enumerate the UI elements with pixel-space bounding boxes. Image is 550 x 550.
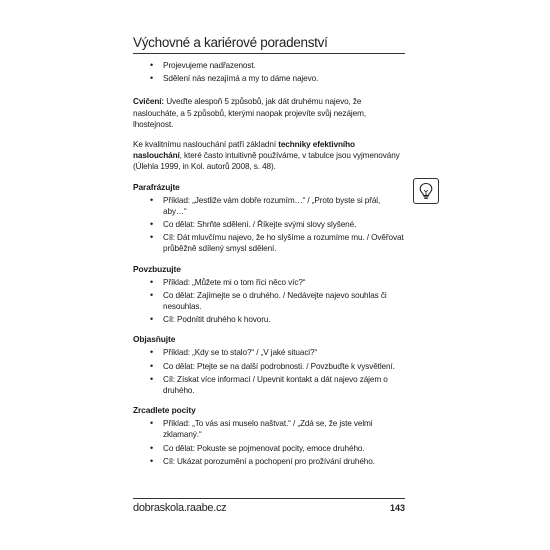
exercise-label: Cvičení: <box>133 97 165 107</box>
section-zrcadlete-pocity <box>133 405 405 467</box>
list-item: • Projevujeme nadřazenost. <box>133 60 405 71</box>
running-header: Výchovné a kariérové poradenství <box>133 35 328 50</box>
section-povzbuzujte <box>133 264 405 326</box>
list-item: • Co dělat: Shrňte sdělení. / Říkejte svými slovy slyšené. <box>133 219 405 230</box>
list-item: • Cíl: Získat více informací / Upevnit kontakt a dát najevo zájem o druhého. <box>133 374 405 396</box>
lightbulb-icon <box>413 178 439 204</box>
exercise-paragraph <box>133 96 405 130</box>
page-content <box>133 58 405 469</box>
section-bullet-list <box>133 347 405 396</box>
list-item: • Příklad: „Jestliže vám dobře rozumím…“ / „Proto byste si přál, aby…“ <box>133 195 405 217</box>
section-title: Parafrázujte <box>133 181 180 192</box>
header-rule <box>133 53 405 54</box>
footer-site-link[interactable]: dobraskola.raabe.cz <box>133 502 227 514</box>
list-item: • Příklad: „Můžete mi o tom říci něco víc?“ <box>133 277 405 288</box>
technique-text-after: , které často intuitivně používáme, v tabulce jsou vyjmenovány (Úlehla 1999, in Kol. autorů 2008, s. 48). <box>133 151 400 172</box>
list-item: • Sdělení nás nezajímá a my to dáme najevo. <box>133 73 405 84</box>
section-bullet-list <box>133 418 405 467</box>
list-item: • Cíl: Podnítit druhého k hovoru. <box>133 314 405 325</box>
footer-rule <box>133 498 405 499</box>
intro-bullet-list <box>133 60 405 84</box>
lightbulb-icon-graphic <box>418 182 434 200</box>
list-item: • Příklad: „To vás asi muselo naštvat.“ / „Zdá se, že jste velmi zklamaný.“ <box>133 418 405 440</box>
section-title: Objasňujte <box>133 334 176 345</box>
section-parafrazujte <box>133 182 405 255</box>
technique-text-before: Ke kvalitnímu naslouchání patří základní <box>133 140 279 150</box>
list-item: • Co dělat: Zajímejte se o druhého. / Nedávejte najevo souhlas či nesouhlas. <box>133 290 405 312</box>
section-title: Povzbuzujte <box>133 263 181 274</box>
page-number: 143 <box>389 503 405 513</box>
section-bullet-list <box>133 195 405 255</box>
technique-term: techniky efektivního naslouchání <box>133 140 355 161</box>
list-item: • Cíl: Ukázat porozumění a pochopení pro prožívání druhého. <box>133 456 405 467</box>
list-item: • Co dělat: Ptejte se na další podrobnosti. / Povzbuďte k vysvětlení. <box>133 361 405 372</box>
exercise-text: Uveďte alespoň 5 způsobů, jak dát druhému najevo, že nasloucháte, a 5 způsobů, kterými naopak projevíte svůj nezájem, lhostejnost. <box>133 97 366 129</box>
list-item: • Cíl: Dát mluvčímu najevo, že ho slyšíme a rozumíme mu. / Ověřovat průběžně sdílený smysl sdělení. <box>133 232 405 254</box>
section-bullet-list <box>133 277 405 326</box>
section-title: Zrcadlete pocity <box>133 405 196 416</box>
technique-paragraph <box>133 139 405 173</box>
list-item: • Příklad: „Kdy se to stalo?“ / „V jaké situaci?“ <box>133 347 405 358</box>
section-objasnujte <box>133 334 405 396</box>
list-item: • Co dělat: Pokuste se pojmenovat pocity, emoce druhého. <box>133 443 405 454</box>
